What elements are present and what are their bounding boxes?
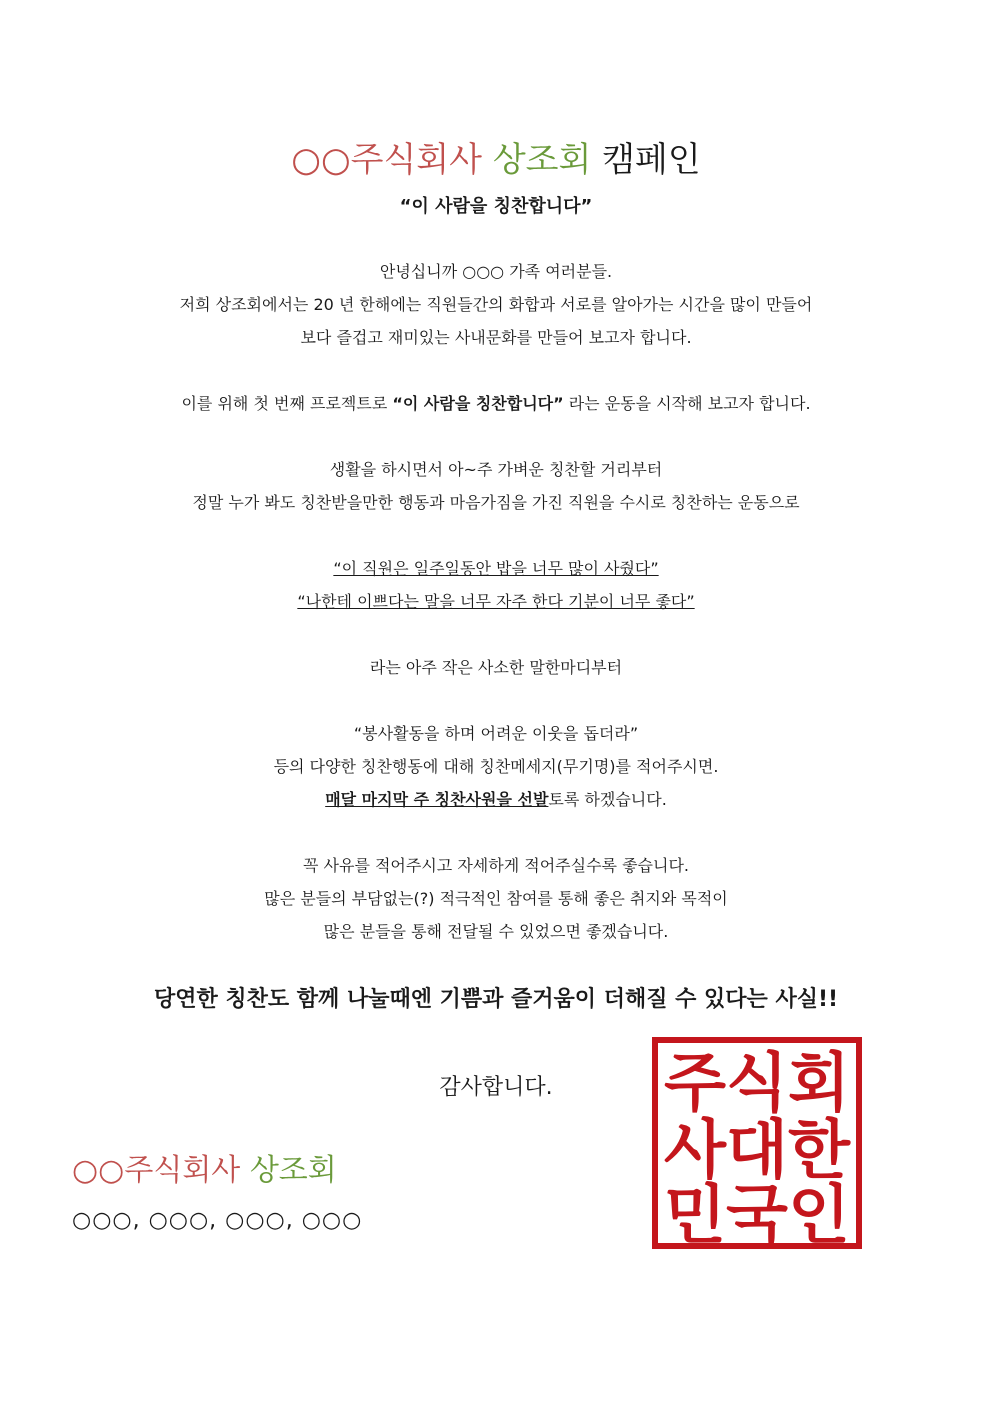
- life-line-1: 생활을 하시면서 아~주 가벼운 칭찬할 거리부터: [329, 460, 663, 479]
- example-quote-1: [0, 552, 992, 585]
- signature-group: 상조회: [249, 1153, 337, 1188]
- example-quote-2: [0, 585, 992, 618]
- example-quote-2-text: “나한테 이쁘다는 말을 너무 자주 한다 기분이 너무 좋다”: [297, 592, 695, 611]
- example-quote-1-text: “이 직원은 일주일동안 밥을 너무 많이 사줬다”: [333, 559, 659, 578]
- seal-line-1: 주식회: [664, 1047, 850, 1121]
- intro-line-2: 저희 상조회에서는 20 년 한해에는 직원들간의 화합과 서로를 알아가는 시간을 많이 만들어: [179, 295, 813, 314]
- selection-line-bold: 매달 마지막 주 칭찬사원을 선발: [325, 790, 549, 809]
- seal-line-2: 사대한: [664, 1114, 852, 1188]
- title-suffix: 캠페인: [602, 140, 701, 180]
- life-line-2: 정말 누가 봐도 칭찬받을만한 행동과 마음가짐을 가진 직원을 수시로 칭찬하는 운동으로: [192, 493, 800, 512]
- project-line-bold: “이 사람을 칭찬합니다”: [392, 394, 564, 413]
- page-title: [0, 138, 992, 182]
- selection-line-post: 토록 하겠습니다.: [548, 790, 667, 809]
- campaign-subtitle: “이 사람을 칭찬합니다”: [399, 196, 593, 217]
- small-words-line: 라는 아주 작은 사소한 말한마디부터: [369, 658, 623, 677]
- greeting-line: 안녕십니까 ○○○ 가족 여러분들.: [379, 262, 613, 281]
- reason-line-2: 많은 분들의 부담없는(?) 적극적인 참여를 통해 좋은 취지와 목적이: [264, 889, 728, 908]
- project-line-pre: 이를 위해 첫 번째 프로젝트로: [181, 394, 393, 413]
- letter-body: [0, 255, 992, 948]
- thanks-text: 감사합니다.: [439, 1075, 553, 1100]
- signature-members: ○○○, ○○○, ○○○, ○○○: [72, 1208, 363, 1233]
- reason-line-3: 많은 분들을 통해 전달될 수 있었으면 좋겠습니다.: [323, 922, 669, 941]
- seal-line-3: 민국인: [664, 1179, 850, 1249]
- reason-line-1: 꼭 사유를 적어주시고 자세하게 적어주실수록 좋습니다.: [302, 856, 689, 875]
- title-company: ○○주식회사: [291, 140, 482, 180]
- title-group: 상조회: [492, 140, 592, 180]
- project-line-post: 라는 운동을 시작해 보고자 합니다.: [563, 394, 811, 413]
- selection-line: [0, 783, 992, 816]
- signature-company: ○○주식회사: [72, 1153, 241, 1188]
- intro-line-3: 보다 즐겁고 재미있는 사내문화를 만들어 보고자 합니다.: [300, 328, 692, 347]
- volunteer-quote: “봉사활동을 하며 어려운 이웃을 돕더라”: [353, 724, 639, 743]
- closing-statement: 당연한 칭찬도 함께 나눌때엔 기쁨과 즐거움이 더해질 수 있다는 사실!!: [153, 987, 839, 1012]
- signature-org: [72, 1148, 337, 1194]
- message-line: 등의 다양한 칭찬행동에 대해 칭찬메세지(무기명)를 적어주시면.: [273, 757, 719, 776]
- company-seal-stamp: [652, 1037, 862, 1249]
- project-line: [0, 387, 992, 420]
